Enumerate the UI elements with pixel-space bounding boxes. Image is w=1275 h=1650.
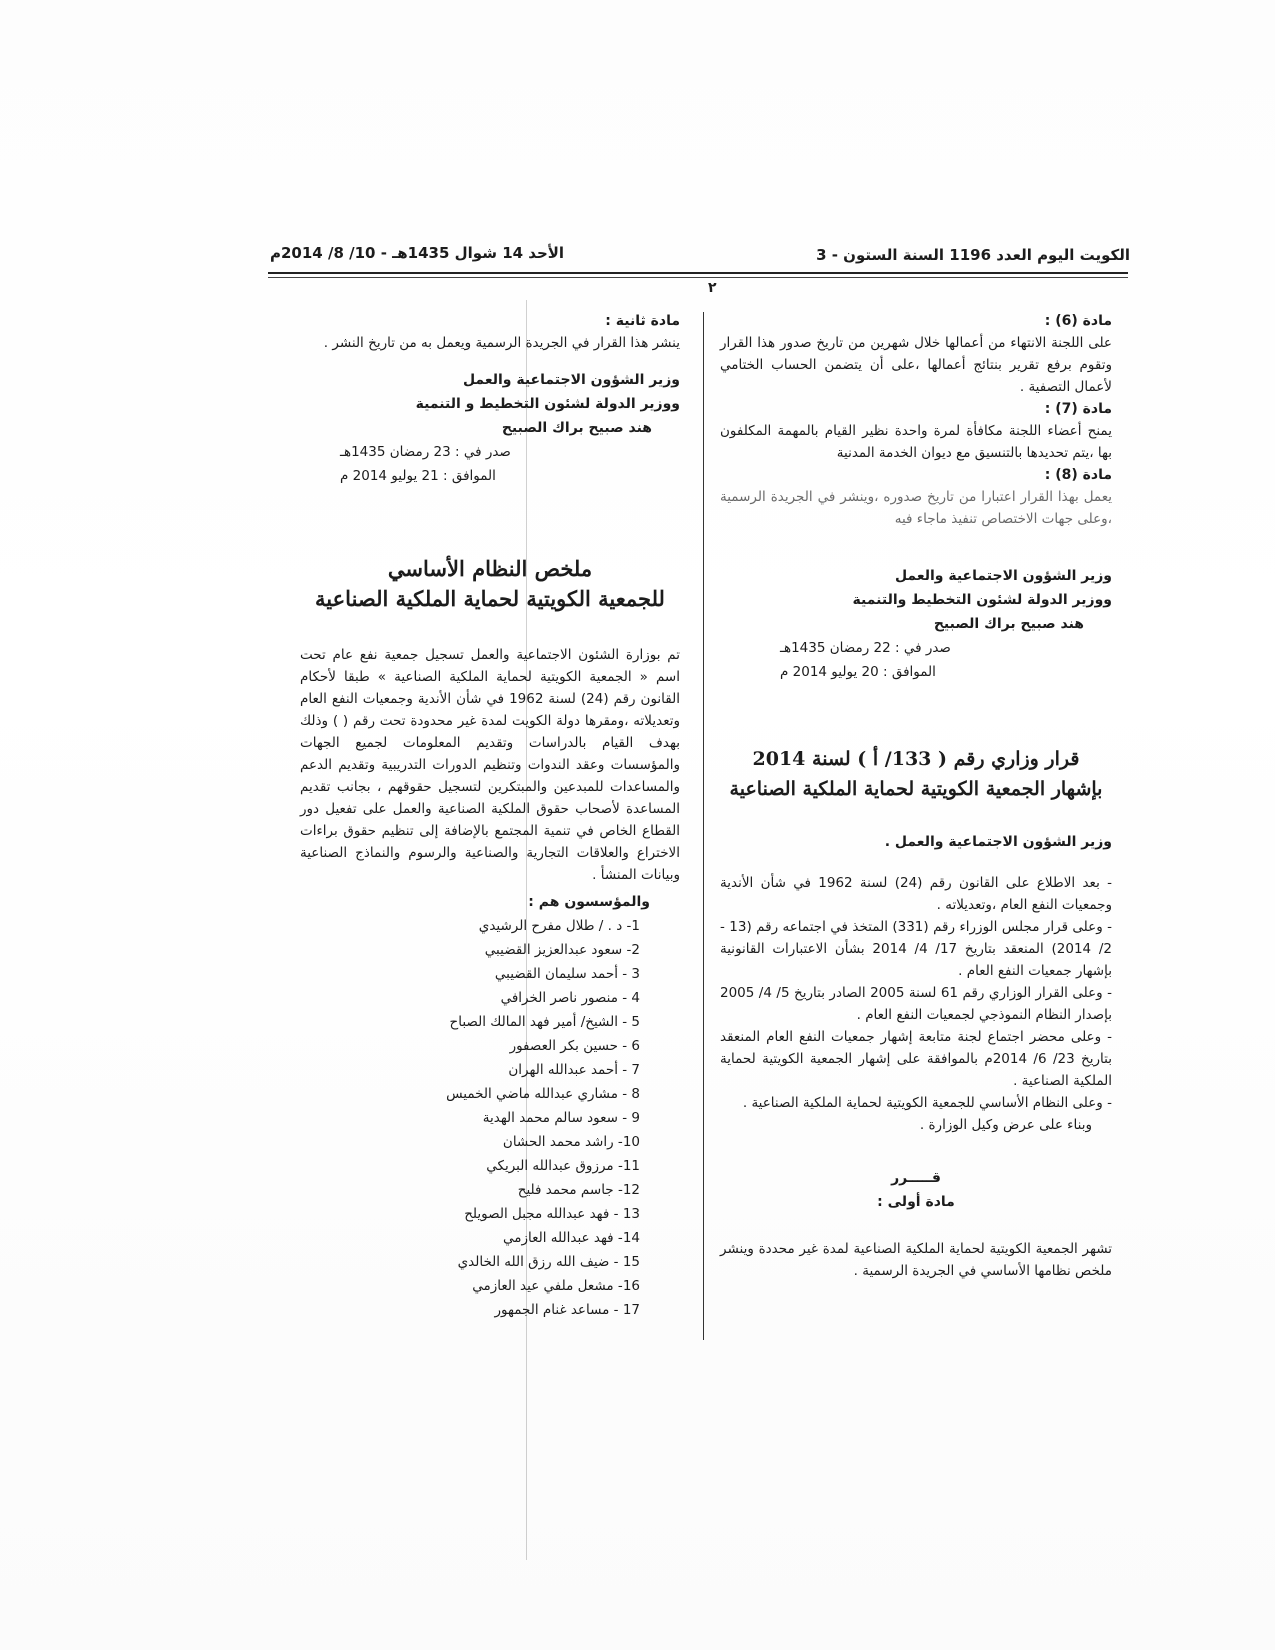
signatory-title-1: وزير الشؤون الاجتماعية والعمل xyxy=(894,568,1112,584)
preamble-1: - بعد الاطلاع على القانون رقم (24) لسنة 1962 في شأن الأندية وجمعيات النفع العام ،وتعديلاته . xyxy=(720,875,1112,913)
list-item: 8 - مشاري عبدالله ماضي الخميس xyxy=(446,1086,640,1102)
left-issue-date: صدر في : 23 رمضان 1435هـ xyxy=(340,444,511,460)
minister-line: وزير الشؤون الاجتماعية والعمل . xyxy=(884,834,1112,850)
decision-subtitle: بإشهار الجمعية الكويتية لحماية الملكية الصناعية xyxy=(729,778,1103,800)
header-date-info: الأحد 14 شوال 1435هـ - 10/ 8/ 2014م xyxy=(270,244,565,262)
summary-text: تم بوزارة الشئون الاجتماعية والعمل تسجيل جمعية نفع عام تحت اسم « الجمعية الكويتية لحماية الملكية الصناعية » طبقا لأحكام القانون رقم (24) لسنة 1962 في شأن الأندية وجمعيات النفع العام وتعديلاته ،ومقرها دولة الكويت لمدة غير محدودة تحت رقم ( ) وذلك بهدف القيام بالدراسات وتقديم المعلومات لجميع الجهات والمؤسسات وعقد الندوات وتنظيم الدورات التدريبية وتقديم الدعم والمساعدات للمبدعين والمبتكرين لتسجيل حقوقهم ، بجانب تقديم المساعدة لأصحاب حقوق الملكية الصناعية والعمل على تفعيل دور القطاع الخاص في تنمية المجتمع بالإضافة إلى تنظيم حقوق براءات الاختراع والعلاقات التجارية والصناعية والرسوم والنماذج الصناعية وبيانات المنشأ . xyxy=(300,647,680,883)
signatory-title-2: ووزير الدولة لشئون التخطيط والتنمية xyxy=(852,592,1112,608)
preamble-2: - وعلى قرار مجلس الوزراء رقم (331) المتخذ في اجتماعه رقم (13 - 2/ 2014) المنعقد بتاريخ 17/ 4/ 2014 بشأن الاعتبارات القانونية بإشهار جمعيات النفع العام . xyxy=(720,919,1113,979)
article-2-title: مادة ثانية : xyxy=(605,313,680,329)
preamble-5: - وعلى النظام الأساسي للجمعية الكويتية لحماية الملكية الصناعية . xyxy=(742,1095,1112,1111)
list-item: 4 - منصور ناصر الخرافي xyxy=(500,990,640,1006)
article-8-title: مادة (8) : xyxy=(1044,467,1112,483)
list-item: 7 - أحمد عبدالله الهران xyxy=(508,1062,640,1078)
header-rule-thin xyxy=(268,277,1128,278)
header-issue-info: الكويت اليوم العدد 1196 السنة الستون - 3 xyxy=(816,246,1130,264)
summary-subtitle: للجمعية الكويتية لحماية الملكية الصناعية xyxy=(315,586,665,611)
column-divider xyxy=(703,312,704,1340)
list-item: 16- مشعل ملفي عيد العازمي xyxy=(472,1278,640,1294)
left-signatory-name: هند صبيح براك الصبيح xyxy=(501,420,652,436)
preamble-3: - وعلى القرار الوزاري رقم 61 لسنة 2005 الصادر بتاريخ 5/ 4/ 2005 بإصدار النظام النموذجي لجمعيات النفع العام . xyxy=(720,985,1113,1023)
list-item: 3 - أحمد سليمان القضيبي xyxy=(494,966,640,982)
preamble-4: - وعلى محضر اجتماع لجنة متابعة إشهار جمعيات النفع العام المنعقد بتاريخ 23/ 6/ 2014م بالموافقة على إشهار الجمعية الكويتية لحماية الملكية الصناعية . xyxy=(720,1029,1112,1089)
list-item: 17 - مساعد غنام الجمهور xyxy=(494,1302,640,1318)
article-1-title: مادة أولى : xyxy=(877,1194,955,1210)
decides-heading: قـــــرر xyxy=(891,1170,941,1186)
article-2-text: ينشر هذا القرار في الجريدة الرسمية ويعمل به من تاريخ النشر . xyxy=(323,335,680,351)
right-column xyxy=(720,310,1112,1282)
list-item: 12- جاسم محمد فليح xyxy=(517,1182,640,1198)
left-signatory-title-1: وزير الشؤون الاجتماعية والعمل xyxy=(462,372,680,388)
left-signatory-title-2: ووزير الدولة لشئون التخطيط و التنمية xyxy=(415,396,680,412)
summary-title: ملخص النظام الأساسي xyxy=(387,556,593,581)
article-6-title: مادة (6) : xyxy=(1044,313,1112,329)
list-item: 9 - سعود سالم محمد الهدية xyxy=(482,1110,640,1126)
list-item: 5 - الشيخ/ أمير فهد المالك الصباح xyxy=(449,1014,640,1030)
article-8-text: يعمل بهذا القرار اعتبارا من تاريخ صدوره ،وينشر في الجريدة الرسمية ،وعلى جهات الاختصاص تنفيذ ماجاء فيه xyxy=(720,489,1112,527)
article-7-title: مادة (7) : xyxy=(1044,401,1112,417)
list-item: 10- راشد محمد الحشان xyxy=(502,1134,640,1150)
article-6-text: على اللجنة الانتهاء من أعمالها خلال شهرين من تاريخ صدور هذا القرار وتقوم برفع تقرير بنتائج أعمالها ،على أن يتضمن الحساب الختامي لأعمال التصفية . xyxy=(720,335,1112,395)
preamble-6: وبناء على عرض وكيل الوزارة . xyxy=(919,1117,1092,1133)
list-item: 15 - ضيف الله رزق الله الخالدي xyxy=(457,1254,640,1270)
article-1-text: تشهر الجمعية الكويتية لحماية الملكية الصناعية لمدة غير محددة وينشر ملخص نظامها الأساسي في الجريدة الرسمية . xyxy=(720,1241,1112,1279)
left-gregorian-date: الموافق : 21 يوليو 2014 م xyxy=(340,468,496,484)
gregorian-date: الموافق : 20 يوليو 2014 م xyxy=(780,664,936,680)
founders-title: والمؤسسون هم : xyxy=(528,894,650,910)
page-marker: ٢ xyxy=(708,280,717,296)
list-item: 1- د . / طلال مفرح الرشيدي xyxy=(478,918,640,934)
signatory-name: هند صبيح براك الصبيح xyxy=(933,616,1084,632)
issue-date: صدر في : 22 رمضان 1435هـ xyxy=(780,640,951,656)
list-item: 13 - فهد عبدالله مجبل الصويلح xyxy=(464,1206,640,1222)
founders-list xyxy=(300,914,680,1322)
header-rule xyxy=(268,272,1128,274)
list-item: 14- فهد عبدالله العازمي xyxy=(503,1230,640,1246)
article-7-text: يمنح أعضاء اللجنة مكافأة لمرة واحدة نظير القيام بالمهمة المكلفون بها ،يتم تحديدها بالتنسيق مع ديوان الخدمة المدنية xyxy=(720,423,1112,461)
left-column xyxy=(300,310,680,1322)
list-item: 6 - حسين بكر العصفور xyxy=(509,1038,640,1054)
list-item: 2- سعود عبدالعزيز القضيبي xyxy=(484,942,640,958)
decision-title: قرار وزاري رقم ( 133/ أ ) لسنة 2014 xyxy=(752,748,1080,770)
list-item: 11- مرزوق عبدالله البريكي xyxy=(486,1158,640,1174)
